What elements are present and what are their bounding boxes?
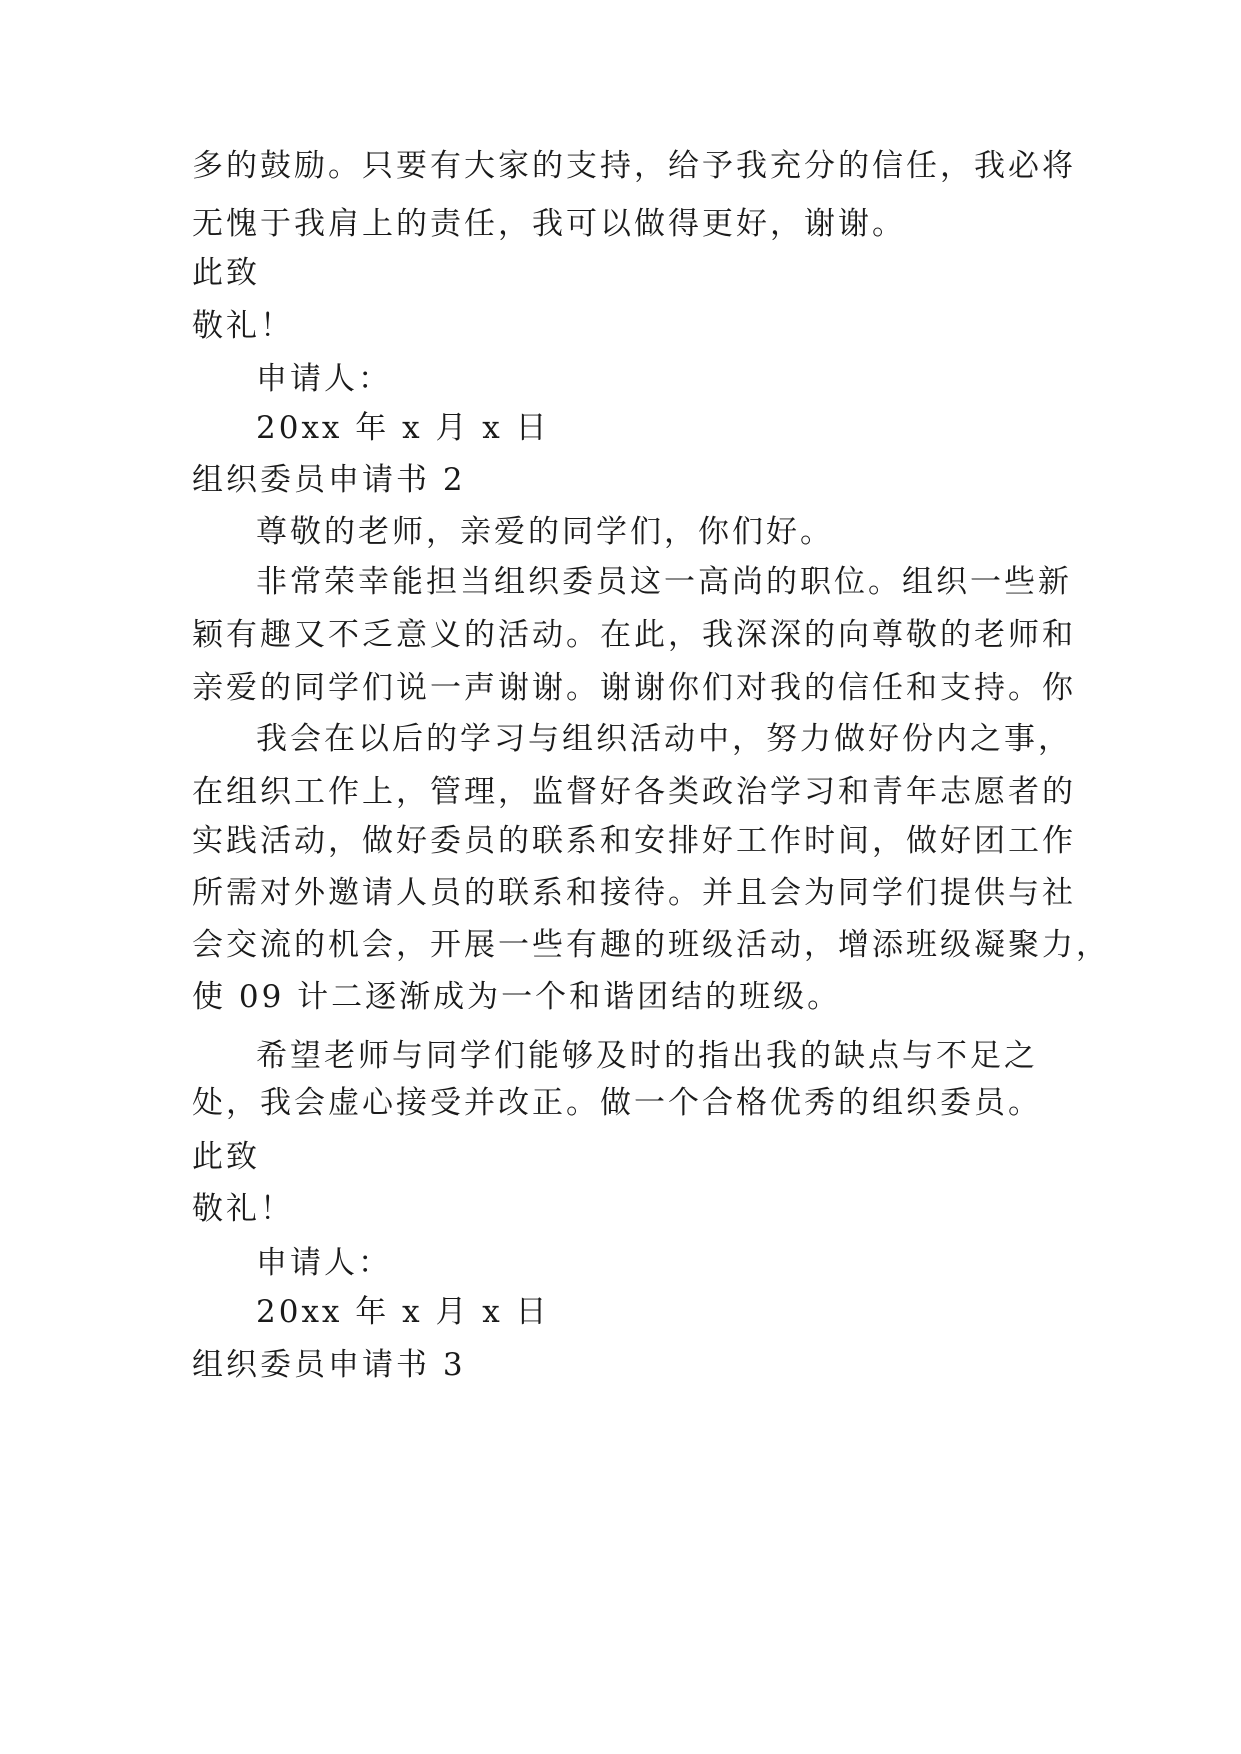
body-text-line: 在组织工作上，管理，监督好各类政治学习和青年志愿者的 <box>192 774 1076 810</box>
body-text-line: 我会在以后的学习与组织活动中，努力做好份内之事， <box>256 721 1072 757</box>
body-text-line: 颖有趣又不乏意义的活动。在此，我深深的向尊敬的老师和 <box>192 617 1076 653</box>
section-heading: 组织委员申请书 2 <box>192 462 466 498</box>
body-text-line: 会交流的机会，开展一些有趣的班级活动，增添班级凝聚力， <box>192 927 1110 963</box>
body-text-line: 所需对外邀请人员的联系和接待。并且会为同学们提供与社 <box>192 875 1076 911</box>
greeting-line: 尊敬的老师，亲爱的同学们，你们好。 <box>256 514 834 550</box>
body-text-line: 希望老师与同学们能够及时的指出我的缺点与不足之 <box>256 1038 1038 1074</box>
body-text-line: 多的鼓励。只要有大家的支持，给予我充分的信任，我必将 <box>192 148 1076 184</box>
applicant-label: 申请人： <box>256 1245 392 1281</box>
section-heading: 组织委员申请书 3 <box>192 1347 466 1383</box>
closing-respect: 敬礼！ <box>192 308 294 344</box>
closing-respect: 敬礼！ <box>192 1191 294 1227</box>
body-text-line: 无愧于我肩上的责任，我可以做得更好，谢谢。 <box>192 206 906 242</box>
body-text-line: 实践活动，做好委员的联系和安排好工作时间，做好团工作 <box>192 823 1076 859</box>
applicant-label: 申请人： <box>256 361 392 397</box>
body-text-line: 非常荣幸能担当组织委员这一高尚的职位。组织一些新 <box>256 564 1072 600</box>
closing-salutation: 此致 <box>192 1139 260 1175</box>
date-line: 20xx 年 x 月 x 日 <box>256 410 550 446</box>
body-text-line: 亲爱的同学们说一声谢谢。谢谢你们对我的信任和支持。你 <box>192 670 1076 706</box>
body-text-line: 使 09 计二逐渐成为一个和谐团结的班级。 <box>192 979 842 1015</box>
closing-salutation: 此致 <box>192 255 260 291</box>
date-line: 20xx 年 x 月 x 日 <box>256 1294 550 1330</box>
body-text-line: 处，我会虚心接受并改正。做一个合格优秀的组织委员。 <box>192 1085 1042 1121</box>
